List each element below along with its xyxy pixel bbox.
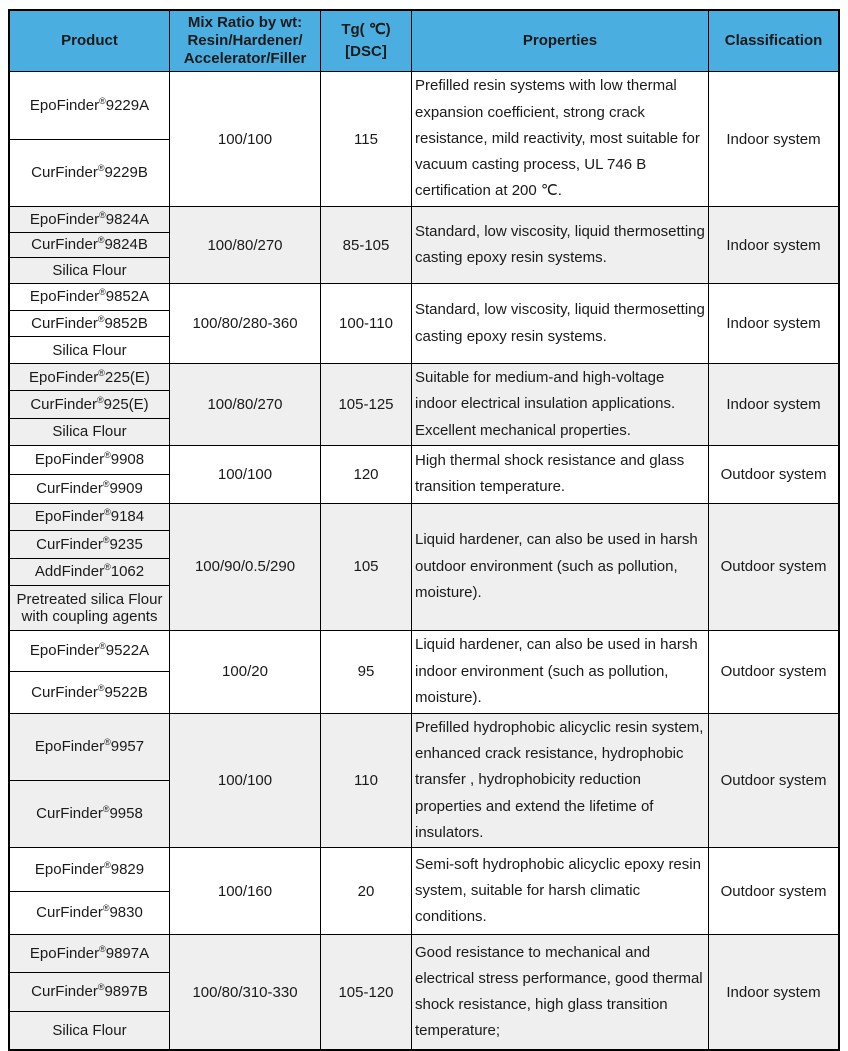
product-name: Silica Flour (52, 423, 127, 440)
mix-ratio-cell: 100/160 (169, 848, 320, 934)
classification-cell: Outdoor system (708, 504, 838, 630)
product-name: EpoFinder®9184 (10, 504, 169, 531)
properties-cell (411, 848, 708, 934)
header-product-label: Product (61, 32, 118, 49)
properties-text: Prefilled hydrophobic alicyclic resin system, enhanced crack resistance, hydrophobic transfer , hydrophobicity reduction properties and extend the lifetime of insulators. (415, 718, 704, 841)
properties-cell (411, 714, 708, 847)
classification-cell: Indoor system (708, 364, 838, 445)
product-group-row (10, 847, 838, 934)
properties-text: Good resistance to mechanical and electrical stress performance, good thermal shock resistance, high glass transition temperature; (415, 943, 703, 1040)
product-name: EpoFinder®9908 (10, 446, 169, 475)
classification-cell: Indoor system (708, 72, 838, 206)
registered-trademark-symbol: ® (99, 641, 106, 652)
tg-value-cell: 95 (320, 631, 411, 713)
registered-trademark-symbol: ® (99, 209, 106, 220)
product-cell-group (10, 631, 169, 713)
product-cell-group (10, 207, 169, 283)
tg-value-cell: 115 (320, 72, 411, 206)
registered-trademark-symbol: ® (102, 479, 110, 490)
header-tg-line1: Tg( ℃) (341, 21, 391, 38)
product-name: Silica Flour (52, 1021, 127, 1039)
registered-trademark-symbol: ® (98, 367, 105, 378)
properties-cell (411, 935, 708, 1049)
product-group-row (10, 445, 838, 503)
product-group-row (10, 713, 838, 847)
product-name: EpoFinder®9852A (10, 284, 169, 311)
product-name: EpoFinder®9229A (10, 72, 169, 140)
properties-cell (411, 207, 708, 283)
properties-text: Semi-soft hydrophobic alicyclic epoxy resin system, suitable for harsh climatic conditions. (415, 855, 701, 926)
registered-trademark-symbol: ® (104, 507, 111, 518)
product-cell-group (10, 848, 169, 934)
mix-ratio-cell: 100/80/270 (169, 364, 320, 445)
tg-value-cell: 20 (320, 848, 411, 934)
registered-trademark-symbol: ® (102, 534, 110, 545)
registered-trademark-symbol: ® (97, 235, 105, 246)
registered-trademark-symbol: ® (99, 287, 106, 298)
properties-cell (411, 284, 708, 363)
product-name: CurFinder®9909 (36, 479, 143, 498)
product-name: CurFinder®9830 (36, 903, 143, 922)
product-name: CurFinder®9229B (31, 163, 148, 182)
product-name: CurFinder®925(E) (10, 391, 169, 418)
tg-value-cell: 85-105 (320, 207, 411, 283)
product-cell-group (10, 504, 169, 630)
header-mix-ratio-line1: Mix Ratio by wt: (187, 14, 303, 31)
tg-value-cell: 105-125 (320, 364, 411, 445)
product-name: Silica Flour (52, 262, 127, 280)
product-cell-group (10, 714, 169, 847)
classification-cell: Indoor system (708, 207, 838, 283)
classification-cell: Indoor system (708, 935, 838, 1049)
product-name: CurFinder®9824B (10, 233, 169, 259)
tg-value-cell: 120 (320, 446, 411, 503)
table-body (10, 71, 838, 1049)
header-tg (320, 11, 411, 71)
registered-trademark-symbol: ® (104, 450, 111, 461)
classification-cell: Outdoor system (708, 714, 838, 847)
properties-text: High thermal shock resistance and glass transition temperature. (415, 452, 685, 496)
header-mix-ratio (169, 11, 320, 71)
product-name: CurFinder®9235 (10, 531, 169, 558)
product-name: EpoFinder®9829 (10, 848, 169, 892)
properties-text: Prefilled resin systems with low thermal expansion coefficient, strong crack resistance, mild reactivity, most suitable for vacuum casting process, UL 746 B certification at 200 ℃. (415, 77, 700, 200)
header-properties (411, 11, 708, 71)
mix-ratio-cell: 100/20 (169, 631, 320, 713)
product-group-row (10, 206, 838, 283)
registered-trademark-symbol: ® (99, 95, 106, 106)
classification-cell: Indoor system (708, 284, 838, 363)
classification-cell: Outdoor system (708, 848, 838, 934)
registered-trademark-symbol: ® (97, 163, 105, 174)
properties-cell (411, 446, 708, 503)
header-mix-ratio-line2: Resin/Hardener/ (187, 32, 303, 49)
product-name: Silica Flour (52, 341, 127, 359)
mix-ratio-cell: 100/100 (169, 72, 320, 206)
product-name: EpoFinder®9522A (10, 631, 169, 673)
tg-value-cell: 100-110 (320, 284, 411, 363)
product-cell-group (10, 935, 169, 1049)
mix-ratio-cell: 100/80/280-360 (169, 284, 320, 363)
product-group-row (10, 283, 838, 363)
registered-trademark-symbol: ® (97, 313, 105, 324)
tg-value-cell: 110 (320, 714, 411, 847)
properties-text: Liquid hardener, can also be used in harsh outdoor environment (such as pollution, moisture). (415, 531, 698, 601)
product-cell-group (10, 72, 169, 206)
properties-cell (411, 364, 708, 445)
header-properties-label: Properties (522, 32, 598, 49)
table-header-row (10, 11, 838, 71)
product-group-row (10, 503, 838, 630)
product-name: CurFinder®9522B (31, 682, 148, 701)
registered-trademark-symbol: ® (97, 682, 105, 693)
product-group-row (10, 363, 838, 445)
properties-text: Suitable for medium-and high-voltage indoor electrical insulation applications. Excellent mechanical properties. (415, 369, 676, 439)
header-mix-ratio-line3: Accelerator/Filler (183, 50, 307, 67)
header-product (10, 11, 169, 71)
properties-text: Standard, low viscosity, liquid thermosetting casting epoxy resin systems. (415, 222, 705, 266)
properties-cell (411, 72, 708, 206)
product-group-row (10, 71, 838, 206)
product-name: AddFinder®1062 (10, 559, 169, 586)
product-group-row (10, 630, 838, 713)
classification-cell: Outdoor system (708, 446, 838, 503)
product-cell-group (10, 284, 169, 363)
mix-ratio-cell: 100/80/270 (169, 207, 320, 283)
product-name: CurFinder®9852B (10, 311, 169, 338)
tg-value-cell: 105 (320, 504, 411, 630)
product-spec-table (8, 9, 840, 1051)
registered-trademark-symbol: ® (99, 944, 106, 955)
mix-ratio-cell: 100/100 (169, 714, 320, 847)
product-group-row (10, 934, 838, 1049)
registered-trademark-symbol: ® (104, 737, 111, 748)
registered-trademark-symbol: ® (104, 859, 111, 870)
properties-text: Liquid hardener, can also be used in harsh indoor environment (such as pollution, moisture). (415, 636, 698, 706)
header-classification-label: Classification (724, 32, 823, 49)
classification-cell: Outdoor system (708, 631, 838, 713)
registered-trademark-symbol: ® (104, 562, 111, 573)
properties-cell (411, 631, 708, 713)
product-name: CurFinder®9897B (10, 973, 169, 1011)
product-name: EpoFinder®9897A (10, 935, 169, 973)
properties-cell (411, 504, 708, 630)
product-name: EpoFinder®9957 (10, 714, 169, 781)
product-name: EpoFinder®9824A (10, 207, 169, 233)
properties-text: Standard, low viscosity, liquid thermosetting casting epoxy resin systems. (415, 301, 705, 345)
product-name: CurFinder®9958 (36, 804, 143, 823)
registered-trademark-symbol: ® (102, 903, 110, 914)
registered-trademark-symbol: ® (102, 804, 110, 815)
product-name: Pretreated silica Flour with coupling agents (16, 590, 163, 625)
registered-trademark-symbol: ® (97, 982, 105, 993)
header-classification (708, 11, 838, 71)
header-tg-line2: [DSC] (345, 43, 387, 60)
product-name: EpoFinder®225(E) (10, 364, 169, 391)
product-cell-group (10, 446, 169, 503)
registered-trademark-symbol: ® (97, 394, 104, 405)
mix-ratio-cell: 100/100 (169, 446, 320, 503)
tg-value-cell: 105-120 (320, 935, 411, 1049)
mix-ratio-cell: 100/80/310-330 (169, 935, 320, 1049)
mix-ratio-cell: 100/90/0.5/290 (169, 504, 320, 630)
product-cell-group (10, 364, 169, 445)
